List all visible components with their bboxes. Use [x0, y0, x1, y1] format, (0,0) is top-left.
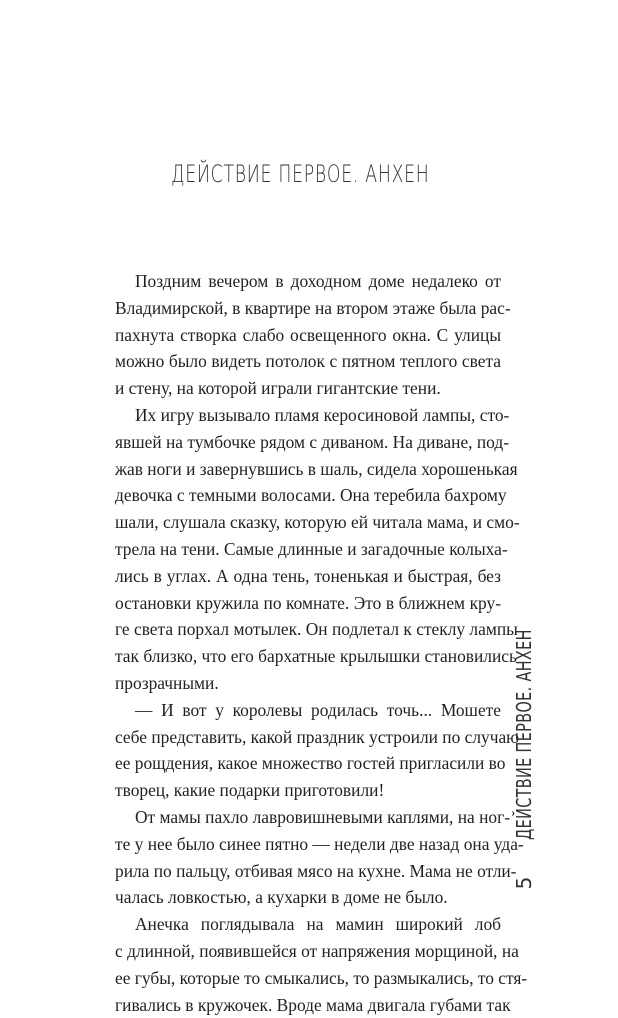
text-line: с длинной, появившейся от напряжения морщиной, на [115, 940, 519, 961]
text-line: Поздним вечером в доходном доме недалеко от [135, 271, 501, 291]
text-line: так близко, что его бархатные крылышки становились [115, 646, 517, 667]
text-line: Владимирской, в квартире на втором этаже была рас- [115, 297, 511, 318]
text-line: девочка с темными волосами. Она теребила бахрому [115, 485, 507, 506]
text-line: ее рощдения, какое множество гостей пригласили во [115, 753, 506, 774]
text-line: можно было видеть потолок с пятном теплого света [115, 351, 501, 372]
text-line: ге света порхал мотылек. Он подлетал к стеклу лампы [115, 619, 518, 640]
text-line: Их игру вызывало пламя керосиновой лампы, сто- [135, 404, 510, 425]
text-line: остановки кружила по комнате. Это в ближнем кру- [115, 592, 501, 613]
text-line: От мамы пахло лавровишневыми каплями, на ног- [135, 806, 511, 827]
text-line: пахнута створка слабо освещенного окна. С улицы [115, 324, 501, 345]
text-line: себе представить, какой праздник устроили по случаю [115, 726, 520, 747]
text-line: творец, какие подарки приготовили! [115, 780, 385, 801]
text-line: лись в углах. А одна тень, тоненькая и быстрая, без [115, 565, 501, 586]
text-line: явшей на тумбочке рядом с диваном. На диване, под- [115, 431, 510, 452]
text-line: шали, слушала сказку, которую ей читала мама, и смо- [115, 512, 520, 533]
text-line: жав ноги и завернувшись в шаль, сидела хорошенькая [115, 458, 518, 479]
page-number: 5 [512, 876, 536, 890]
running-head-text: ДЕЙСТВИЕ ПЕРВОЕ. АНХЕН [512, 629, 536, 840]
text-line: — И вот у королевы родилась точь... Мошете [135, 699, 501, 720]
text-line: и стену, на которой играли гигантские тени. [115, 378, 441, 399]
text-line: чалась ловкостью, а кухарки в доме не было. [115, 887, 448, 908]
text-line: трела на тени. Самые длинные и загадочные колыха- [115, 538, 508, 559]
text-line: рила по пальцу, отбивая мясо на кухне. Мама не отли- [115, 860, 517, 881]
text-line: те у нее было синее пятно — недели две назад она уда- [115, 833, 524, 854]
text-line: гивались в кружочек. Вроде мама двигала губами так [115, 994, 511, 1015]
text-line: прозрачными. [115, 672, 219, 693]
chapter-title: ДЕЙСТВИЕ ПЕРВОЕ. АНХЕН [171, 160, 430, 188]
text-line: ее губы, которые то смыкались, то размыкались, то стя- [115, 967, 528, 988]
text-line: Анечка поглядывала на мамин широкий лоб [135, 914, 501, 935]
